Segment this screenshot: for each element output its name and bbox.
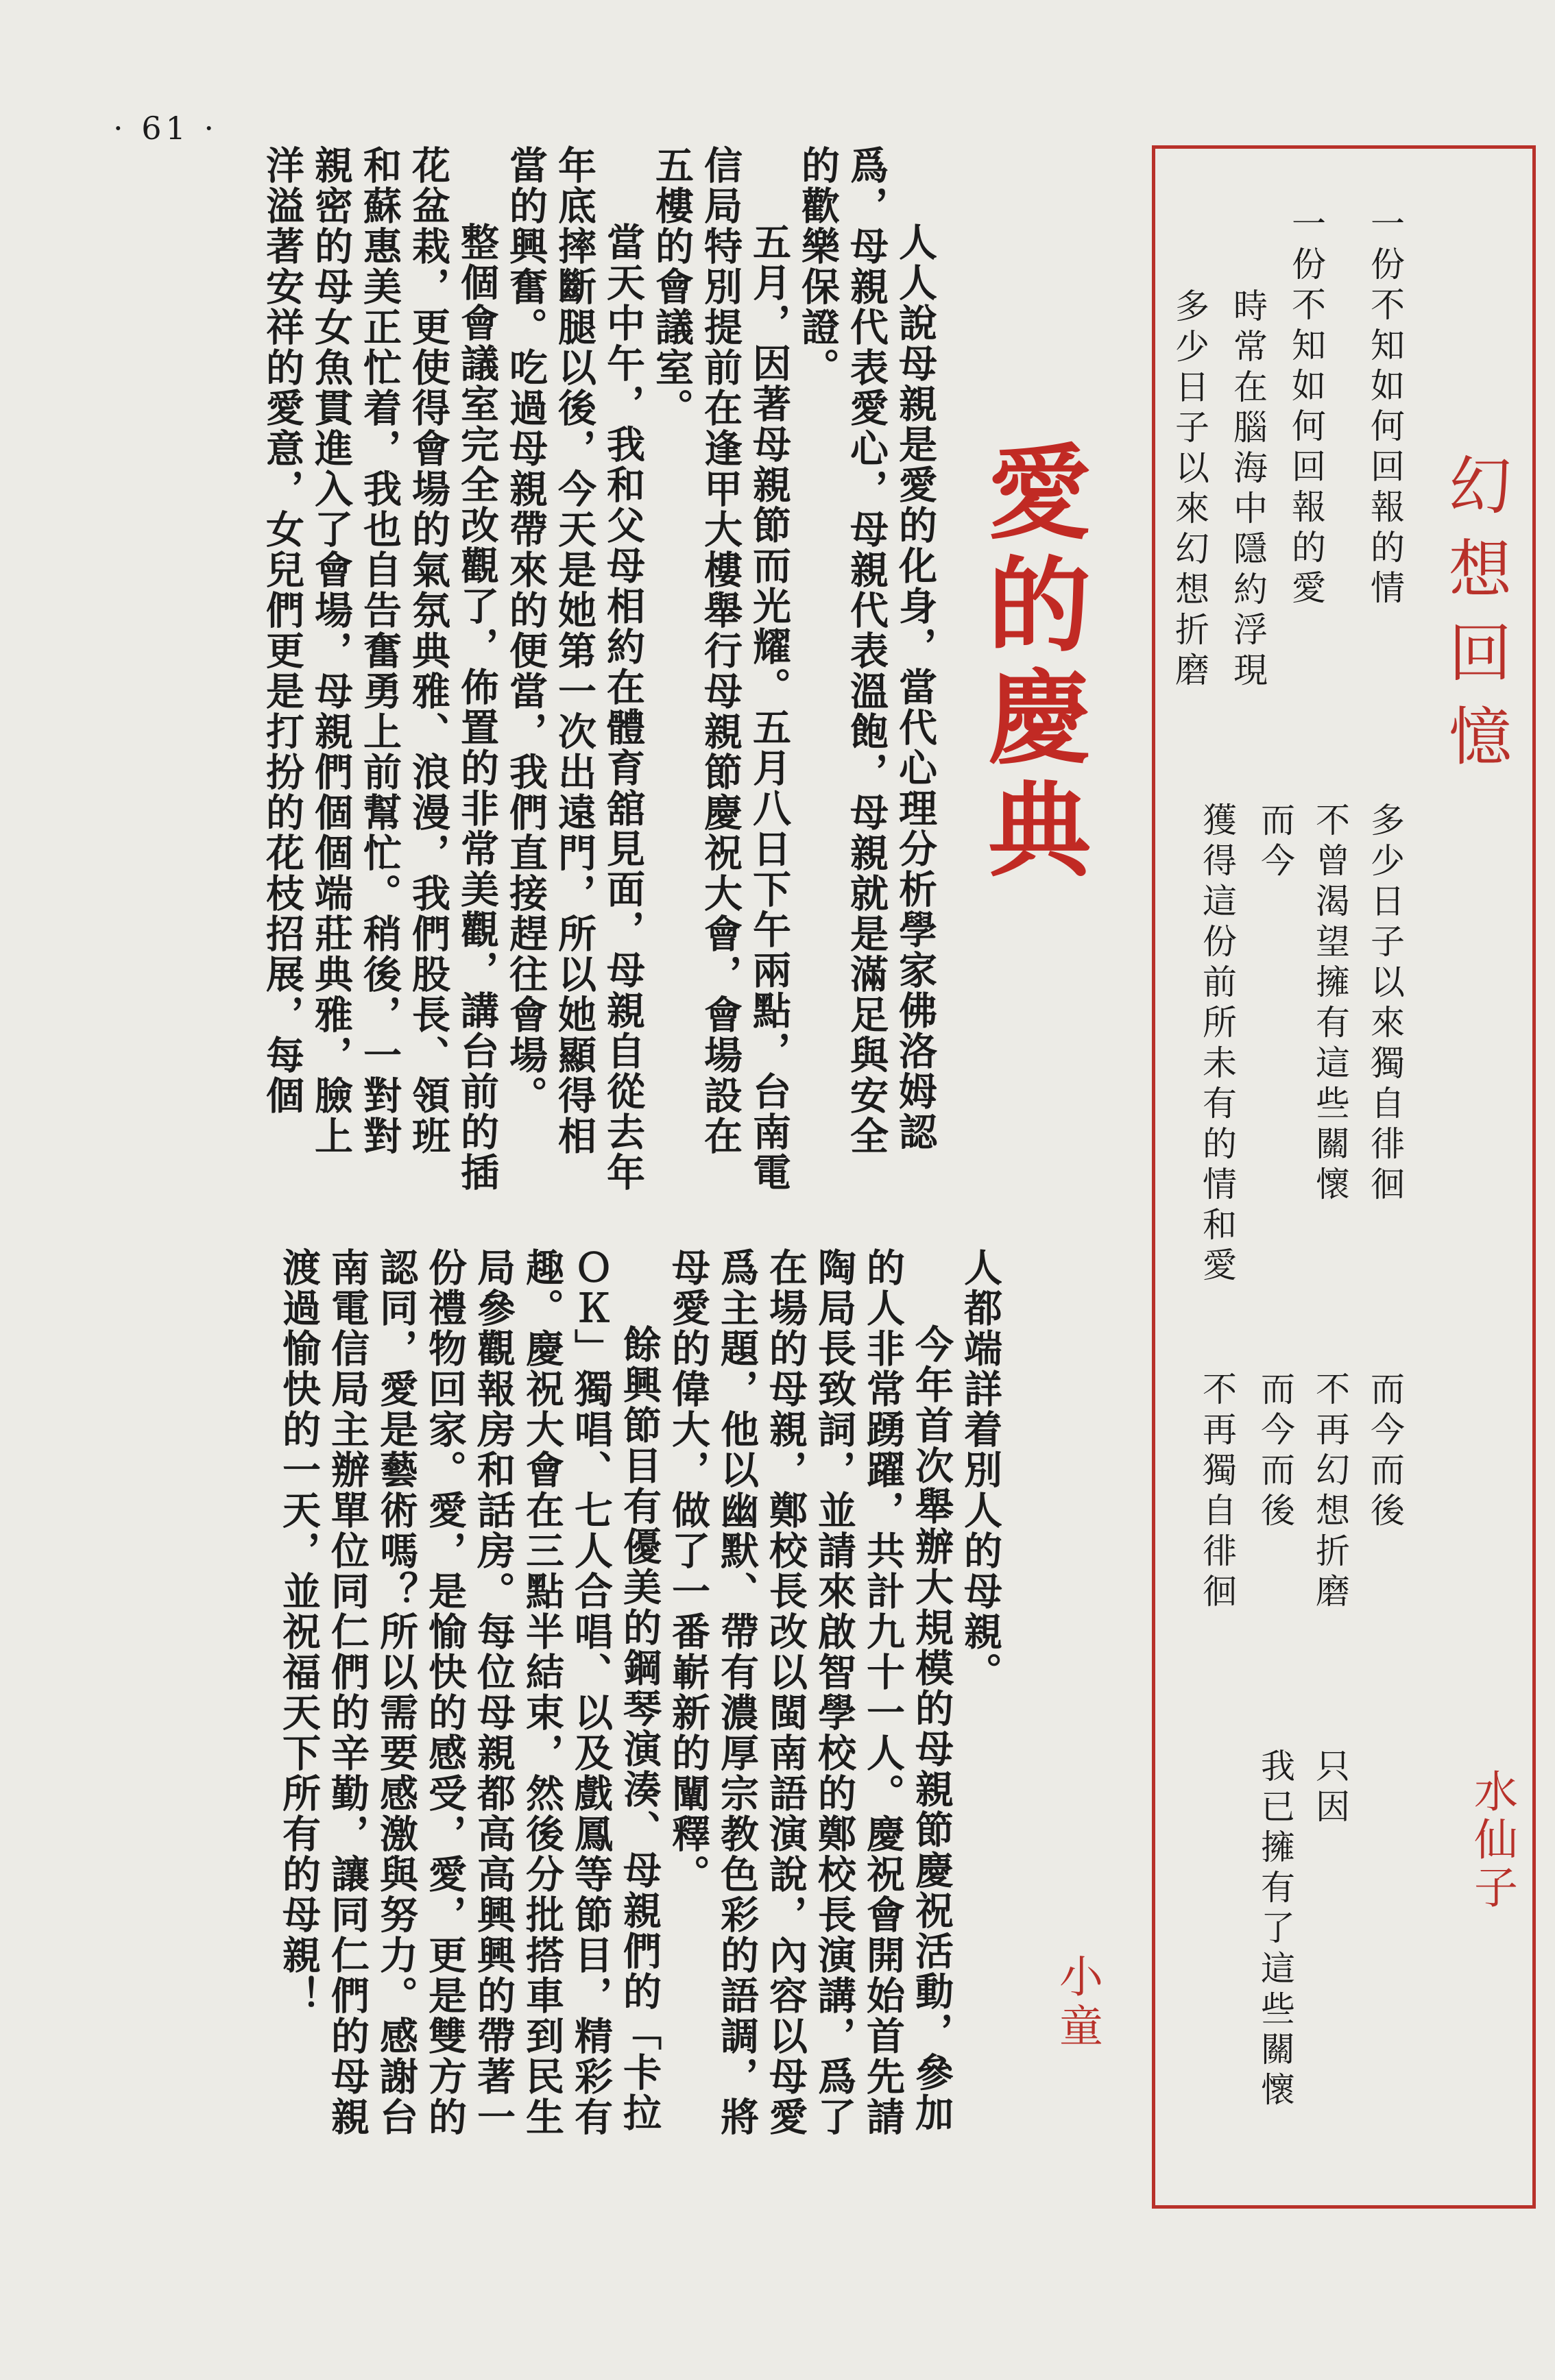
poem-line: 而今 [1255, 802, 1295, 883]
poem-line: 不再幻想折磨 [1310, 1371, 1350, 1614]
poem-line: 一份不知如何回報的愛 [1286, 206, 1326, 610]
article-body-bottom [120, 1248, 1004, 2159]
poem-line: 而今而後 [1255, 1371, 1295, 1533]
poem-title: 幻想回憶 [1438, 452, 1512, 787]
article-paragraph: 人都端詳着別人的母親。 [958, 1248, 1003, 1692]
article-body-top [120, 145, 939, 1194]
article-paragraph: 整個會議室完全改觀了，佈置的非常美觀，講台前的插花盆栽，更使得會場的氣氛典雅、浪漫，我們股長、領班和蘇惠美正忙着，我也自告奮勇上前幫忙。稍後，一對對親密的母女魚貫進入了會場，母親們個個端莊典雅，臉上洋溢著安祥的愛意，女兒們更是打扮的花枝招展，每個 [260, 145, 500, 1193]
article-paragraph: 人人說母親是愛的化身，當代心理分析學家佛洛姆認爲，母親代表愛心，母親代表溫飽，母親就是滿足與安全的歡樂保證。 [795, 145, 938, 1156]
poem-line: 不曾渴望擁有這些關懷 [1310, 802, 1350, 1206]
article-paragraph: 五月，因著母親節而光耀。五月八日下午兩點，台南電信局特別提前在逢甲大樓舉行母親節慶祝大會，會場設在五樓的會議室。 [649, 145, 792, 1193]
poem-line: 只因 [1310, 1748, 1350, 1829]
poem-line: 時常在腦海中隱約浮現 [1228, 288, 1268, 692]
article-paragraph: 今年首次舉辦大規模的母親節慶祝活動，參加的人非常踴躍，共計九十一人。慶祝會開始首先請陶局長致詞，並請來啟智學校的鄭校長演講，爲了在場的母親，鄭校長改以閩南語演說，內容以母愛爲主題，他以幽默、帶有濃厚宗教色彩的語調，將母愛的偉大，做了一番嶄新的闡釋。 [666, 1248, 954, 2137]
poem-line: 而今而後 [1365, 1371, 1405, 1533]
poem-line: 獲得這份前所未有的情和愛 [1197, 802, 1237, 1287]
article-paragraph: 餘興節目有優美的鋼琴演湊、母親們的「卡拉ＯＫ」獨唱、七人合唱、以及戲鳳等節目，精彩有趣。慶祝大會在三點半結束，然後分批搭車到民生局參觀報房和話房。每位母親都高高興興的帶著一份禮物回家。愛，是愉快的感受，愛，更是雙方的認同，愛是藝術嗎？所以需要感激與努力。感謝台南電信局主辦單位同仁們的辛勤，讓同仁們的母親渡過愉快的一天，並祝福天下所有的母親！ [276, 1248, 662, 2137]
poem-line: 不再獨自徘徊 [1197, 1371, 1237, 1614]
poem-line: 多少日子以來幻想折磨 [1170, 288, 1209, 692]
article-author: 小童 [1052, 1954, 1102, 2052]
poem-line: 我已擁有了這些關懷 [1255, 1748, 1295, 2112]
poem-author: 水仙子 [1467, 1769, 1517, 1912]
article-paragraph: 當天中午，我和父母相約在體育舘見面，母親自從去年年底摔斷腿以後，今天是她第一次出遠門，所以她顯得相當的興奮。吃過母親帶來的便當，我們直接趕往會場。 [503, 145, 646, 1193]
poem-line: 多少日子以來獨自徘徊 [1365, 802, 1405, 1206]
poem-line: 一份不知如何回報的情 [1365, 206, 1405, 610]
article-title: 愛的慶典 [970, 439, 1091, 888]
page-number: · 61 · [113, 110, 219, 147]
